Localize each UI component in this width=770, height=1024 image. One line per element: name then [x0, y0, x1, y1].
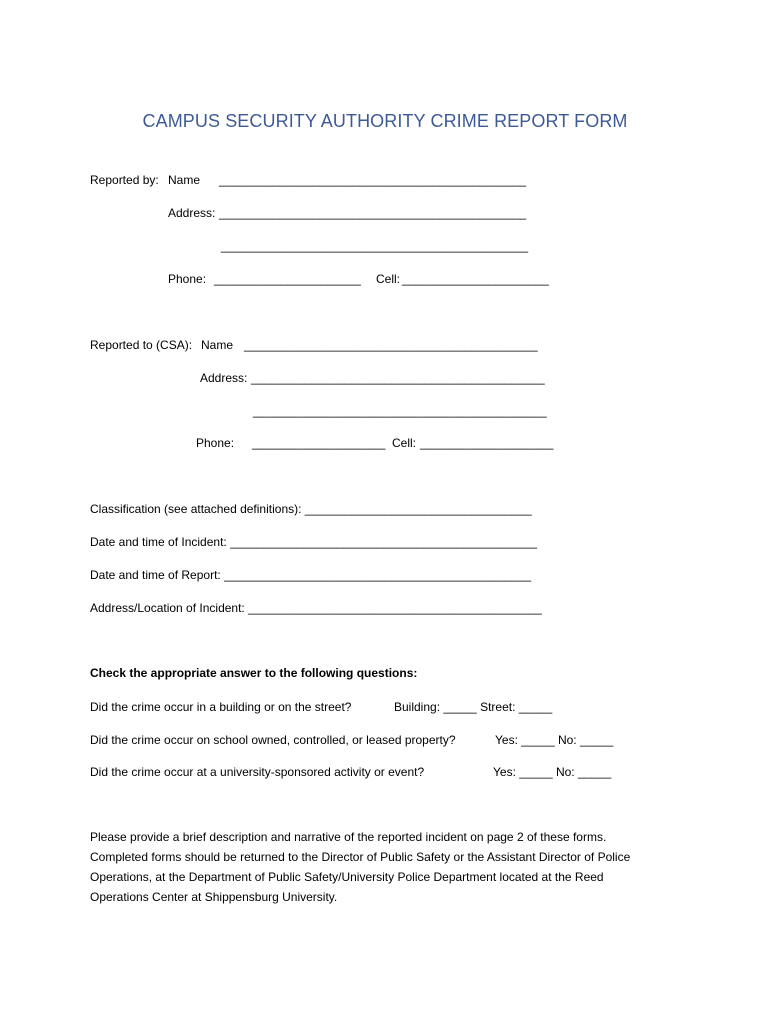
reported-by-phone-label: Phone: [168, 272, 207, 286]
instructions-line-1: Please provide a brief description and narrative of the reported incident on page 2 of these forms. [90, 830, 607, 844]
question-3-text: Did the crime occur at a university-sponsored activity or event? [90, 765, 425, 779]
instructions-line-3: Operations, at the Department of Public Safety/University Police Department located at the Reed [90, 870, 604, 884]
reported-by-label: Reported by: [90, 173, 159, 187]
reported-by-name-field[interactable]: ______________________________________________ [219, 173, 526, 187]
instructions-line-2: Completed forms should be returned to the Director of Public Safety or the Assistant Director of Police [90, 850, 631, 864]
incident-location-field[interactable]: Address/Location of Incident: ____________________________________________ [90, 601, 542, 615]
reported-to-name-label: Name [201, 338, 234, 352]
question-1-text: Did the crime occur in a building or on the street? [90, 700, 352, 714]
reported-to-address-field-2[interactable]: ____________________________________________ [253, 404, 547, 418]
instructions-paragraph [90, 827, 690, 907]
question-3-answer[interactable]: Yes: _____ No: _____ [493, 765, 612, 779]
reported-to-label: Reported to (CSA): [90, 338, 193, 352]
reported-to-phone-label: Phone: [196, 436, 235, 450]
reported-by-address-field-1[interactable]: ______________________________________________ [219, 206, 526, 220]
form-title: CAMPUS SECURITY AUTHORITY CRIME REPORT FORM [142, 111, 628, 131]
question-1-answer[interactable]: Building: _____ Street: _____ [394, 700, 553, 714]
classification-field[interactable]: Classification (see attached definitions): __________________________________ [90, 502, 532, 516]
reported-to-cell-field[interactable]: ____________________ [420, 436, 554, 450]
reported-to-cell-label: Cell: [392, 436, 417, 450]
reported-by-cell-field[interactable]: ______________________ [402, 272, 549, 286]
reported-to-name-field[interactable]: ____________________________________________ [244, 338, 538, 352]
instructions-line-4: Operations Center at Shippensburg University. [90, 890, 338, 904]
reported-by-cell-label: Cell: [376, 272, 401, 286]
reported-by-phone-field[interactable]: ______________________ [214, 272, 361, 286]
date-time-report-field[interactable]: Date and time of Report: ______________________________________________ [90, 568, 532, 582]
reported-by-name-label: Name [168, 173, 201, 187]
question-2-text: Did the crime occur on school owned, controlled, or leased property? [90, 733, 456, 747]
reported-to-phone-field[interactable]: ____________________ [252, 436, 386, 450]
date-time-incident-field[interactable]: Date and time of Incident: ______________________________________________ [90, 535, 538, 549]
question-2-answer[interactable]: Yes: _____ No: _____ [495, 733, 614, 747]
reported-to-address-field-1[interactable]: ____________________________________________ [251, 371, 545, 385]
questions-heading: Check the appropriate answer to the following questions: [90, 666, 418, 680]
reported-by-address-label: Address: [168, 206, 216, 220]
reported-to-address-label: Address: [200, 371, 248, 385]
reported-by-address-field-2[interactable]: ______________________________________________ [221, 239, 528, 253]
